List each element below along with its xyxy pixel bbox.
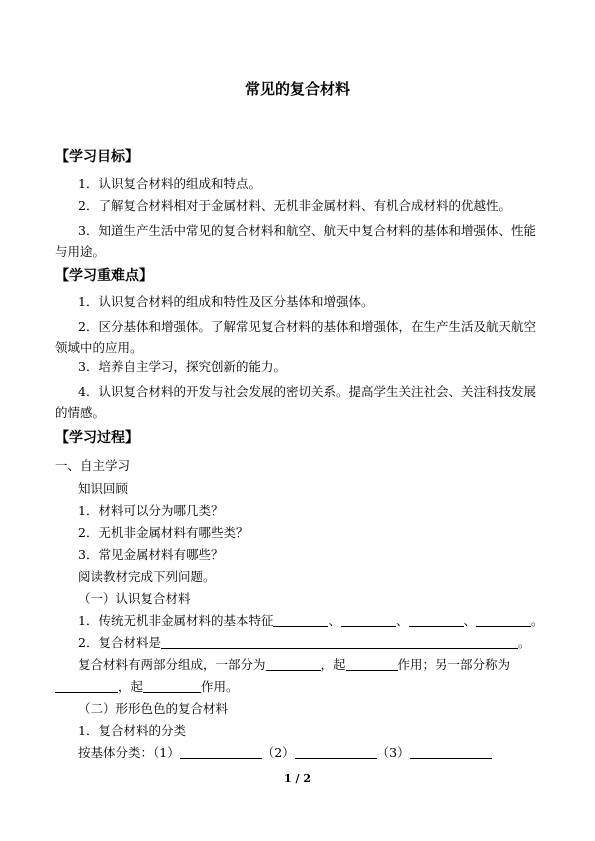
separator: 、 (463, 613, 477, 628)
blank-field[interactable] (476, 613, 531, 627)
fill-4-text: 作用。 (201, 679, 239, 694)
subsection-1: （一）认识复合材料 (78, 591, 191, 606)
fill-4-text: ，起 (118, 679, 144, 694)
key-point-item: 4．认识复合材料的开发与社会发展的密切关系。提高学生关注社会、关注科技发展的情感。 (55, 384, 536, 420)
goal-item: 2．了解复合材料相对于金属材料、无机非金属材料、有机合成材料的优越性。 (78, 198, 511, 213)
blank-field[interactable] (180, 745, 262, 759)
page-number: 1 / 2 (284, 772, 311, 785)
blank-field[interactable] (266, 657, 321, 671)
blank-field[interactable] (346, 657, 398, 671)
period: 。 (517, 635, 531, 650)
key-point-item: 3．培养自主学习，探究创新的能力。 (78, 359, 286, 374)
fill-1-prefix: 1．传统无机非金属材料的基本特征 (78, 613, 274, 628)
blank-field[interactable] (410, 745, 492, 759)
fill-line-2 (78, 635, 530, 651)
review-label: 知识回顾 (78, 481, 129, 496)
question-2: 2．无机非金属材料有哪些类？ (78, 525, 249, 540)
fill-3-text: 作用；另一部分称为 (397, 657, 511, 672)
classification-heading: 1．复合材料的分类 (78, 723, 186, 738)
page-title: 常见的复合材料 (244, 80, 350, 98)
option-label: （1） (153, 745, 180, 760)
blank-field[interactable] (161, 635, 518, 649)
blank-field[interactable] (409, 613, 464, 627)
subsection-2: （二）形形色色的复合材料 (78, 701, 229, 716)
fill-3-text: ，起 (320, 657, 346, 672)
key-points-header: 【学习重难点】 (55, 268, 153, 284)
fill-line-1 (78, 613, 544, 629)
read-instruction: 阅读教材完成下列问题。 (78, 569, 216, 584)
period: 。 (531, 613, 544, 628)
blank-field[interactable] (295, 745, 377, 759)
question-1: 1．材料可以分为哪几类？ (78, 503, 224, 518)
fill-2-prefix: 2．复合材料是 (78, 635, 161, 650)
option-label: （2） (261, 745, 295, 760)
blank-field[interactable] (341, 613, 396, 627)
fill-line-4 (55, 679, 239, 695)
blank-field[interactable] (143, 679, 201, 693)
blank-field[interactable] (55, 679, 118, 693)
option-label: （3） (376, 745, 410, 760)
key-point-item: 2．区分基体和增强体。了解常见复合材料的基体和增强体，在生产生活及航天航空领域中的应用。 (55, 319, 536, 355)
fill-line-3 (78, 657, 510, 673)
question-3: 3．常见金属材料有哪些？ (78, 547, 224, 562)
goal-item: 1．认识复合材料的组成和特点。 (78, 176, 261, 191)
fill-3-text: 复合材料有两部分组成，一部分为 (78, 657, 266, 672)
separator: 、 (328, 613, 341, 628)
key-point-item: 1．认识复合材料的组成和特性及区分基体和增强体。 (78, 294, 374, 309)
blank-field[interactable] (273, 613, 328, 627)
part1-heading: 一、自主学习 (55, 458, 131, 473)
process-header: 【学习过程】 (55, 430, 139, 446)
goal-item: 3．知道生产生活中常见的复合材料和航空、航天中复合材料的基体和增强体、性能与用途。 (55, 223, 536, 259)
fill-line-5 (78, 745, 492, 761)
by-matrix-label: 按基体分类： (78, 745, 154, 760)
separator: 、 (395, 613, 409, 628)
goals-header: 【学习目标】 (55, 149, 139, 165)
